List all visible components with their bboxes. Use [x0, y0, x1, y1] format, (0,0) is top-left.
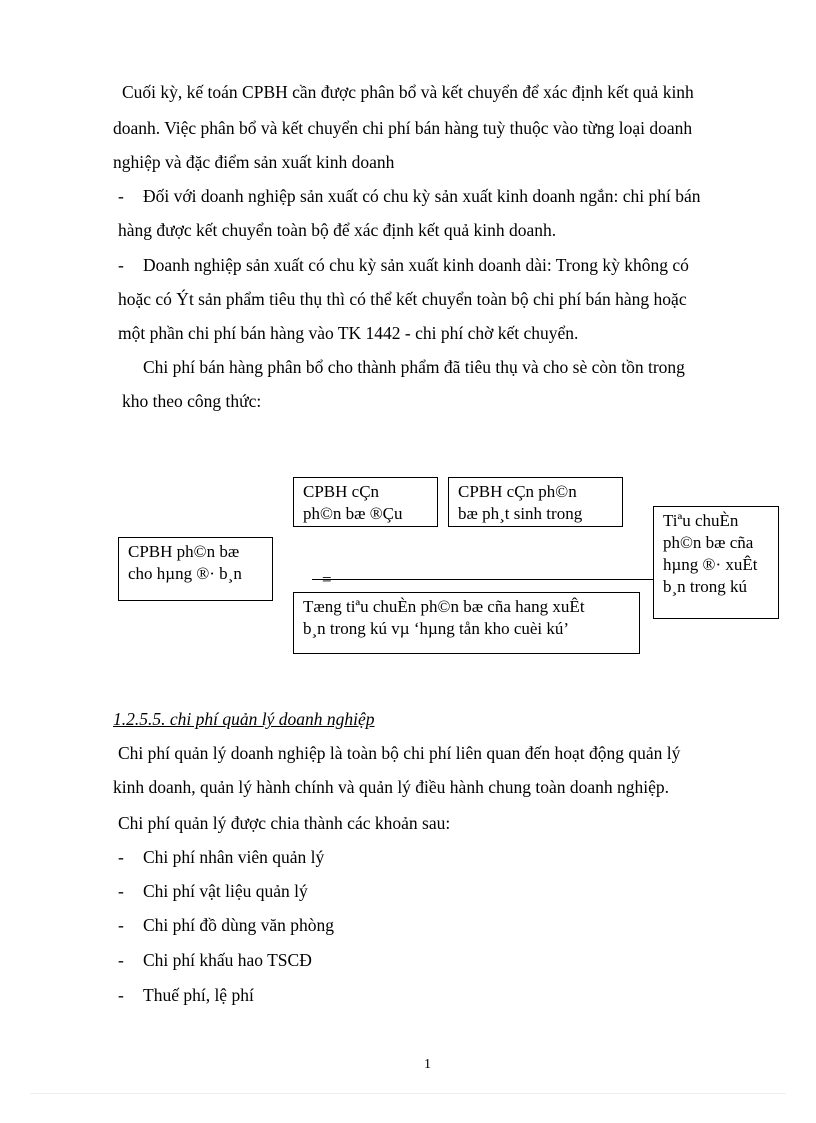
bullet2-line-1: Doanh nghiệp sản xuất có chu kỳ sản xuất kinh doanh dài: Trong kỳ không có: [143, 255, 689, 275]
formula-top-box-b: CPBH cÇn ph©n bæ ph¸t sinh trong: [448, 477, 623, 527]
list-intro: Chi phí quản lý được chia thành các khoản sau:: [118, 813, 451, 833]
formula-intro-line-2: kho theo công thức:: [122, 391, 262, 411]
intro-line-2: doanh. Việc phân bổ và kết chuyển chi phí bán hàng tuỳ thuộc vào từng loại doanh: [113, 118, 693, 138]
list-item-dash: -: [118, 915, 124, 935]
list-item-dash: -: [118, 847, 124, 867]
bullet1-line-2: hàng được kết chuyển toàn bộ để xác định kết quả kinh doanh.: [118, 220, 557, 240]
bullet-dash: -: [118, 255, 124, 275]
formula-right-box: Tiªu chuÈn ph©n bæ cña hµng ®· xuÊt b¸n trong kú: [653, 506, 779, 619]
intro-line-3: nghiệp và đặc điểm sản xuất kinh doanh: [113, 152, 395, 172]
list-item: Chi phí vật liệu quản lý: [143, 881, 308, 901]
bullet1-line-1: Đối với doanh nghiệp sản xuất có chu kỳ sản xuất kinh doanh ngắn: chi phí bán: [143, 186, 701, 206]
list-item-dash: -: [118, 985, 124, 1005]
list-item: Chi phí nhân viên quản lý: [143, 847, 325, 867]
bullet2-line-2: hoặc có Ýt sản phẩm tiêu thụ thì có thể kết chuyển toàn bộ chi phí bán hàng hoặc: [118, 289, 687, 309]
formula-left-box: CPBH ph©n bæ cho hµng ®· b¸n: [118, 537, 273, 601]
list-item: Chi phí đồ dùng văn phòng: [143, 915, 335, 935]
formula-top-box-a: CPBH cÇn ph©n bæ ®Çu: [293, 477, 438, 527]
formula-bottom-box: Tæng tiªu chuÈn ph©n bæ cña hang xuÊt b¸n trong kú vµ ‘hµng tån kho cuèi kú’: [293, 592, 640, 654]
page-number: 1: [424, 1057, 431, 1072]
section-para-line-2: kinh doanh, quản lý hành chính và quản lý điều hành chung toàn doanh nghiệp.: [113, 777, 669, 797]
formula-equals-sign: [322, 570, 332, 590]
intro-line-1: Cuối kỳ, kế toán CPBH cần được phân bổ và kết chuyển để xác định kết quả kinh: [122, 82, 694, 102]
list-item: Thuế phí, lệ phí: [143, 985, 254, 1005]
section-para-line-1: Chi phí quản lý doanh nghiệp là toàn bộ chi phí liên quan đến hoạt động quản lý: [118, 743, 681, 763]
formula-intro-line-1: Chi phí bán hàng phân bổ cho thành phẩm đã tiêu thụ và cho sè còn tồn trong: [143, 357, 685, 377]
fraction-bar: [312, 579, 654, 580]
section-heading: 1.2.5.5. chi phí quản lý doanh nghiệp: [113, 709, 375, 729]
list-item-dash: -: [118, 881, 124, 901]
list-item-dash: -: [118, 950, 124, 970]
bullet2-line-3: một phần chi phí bán hàng vào TK 1442 - chi phí chờ kết chuyển.: [118, 323, 579, 343]
bullet-dash: -: [118, 186, 124, 206]
list-item: Chi phí khấu hao TSCĐ: [143, 950, 312, 970]
page-bottom-divider: [30, 1093, 786, 1094]
